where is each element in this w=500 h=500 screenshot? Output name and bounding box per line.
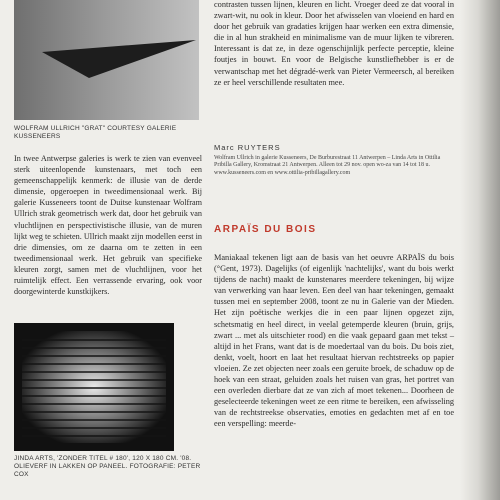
artwork-photo-grat: [14, 0, 199, 120]
left-column-text: In twee Antwerpse galeries is werk te zien van evenveel sterk uiteenlopende kunstenaars, met toch een gemeenschappelijk kenmerk: de illusie van de derde dimensie, opgeroepen in tweedimensionaal werk. Bij galerie Kusseneers toont de Duitse kunstenaar Wolfram Ullrich strak geometrisch werk dat, door het gebruik van vluchtlijnen en perspectivistische illusie, van de muren lijkt weg te schieten. Ullrich maakt zijn modellen eerst in drie dimensies, om ze daarna om te zetten in een tweedimensionaal werk. Het gebruik van specifieke kleuren zorgt, samen met de vluchtlijnen, voor het ruimtelijk effect. Een verrassende ervaring, ook voor doorgewinterde kunstkijkers.: [14, 154, 202, 297]
photo-caption-bottom: JINDA ARTS, 'ZONDER TITEL # 180', 120 X 180 CM. '08. OLIEVERF IN LAKKEN OP PANEEL. FOTOGRAFIE: PETER COX: [14, 455, 201, 478]
right-column-text-top: contrasten tussen lijnen, kleuren en licht. Vroeger deed ze dat vooral in zwart-wit, nu ook in kleur. Door het afwisselen van vloeiend en hard en door het gebruik van gradaties krijgen haar werken een extra dimensie, die in al hun strakheid en minimalisme van de muur lijken te vibreren. Interessant is dat ze, in deze ogenschijnlijk perfecte perceptie, kleine foutjes in bouwt. En voor de Belgische kunstliefhebber is er de verwantschap met het dégradé-werk van Pieter Vermeersch, al bereiken ze er heel verschillende resultaten mee.: [214, 0, 454, 87]
photo-caption-top: WOLFRAM ULLRICH "GRAT" COURTESY GALERIE KUSSENEERS: [14, 125, 177, 140]
section-body-text: Maniakaal tekenen ligt aan de basis van het oeuvre ARPAÏS du bois (°Gent, 1973). Dagelijks (of eigenlijk 'nachtelijks', want du bois werkt tijdens de nacht) maakt de kunstenares meerdere tekeningen, bij wijze van verwerking van haar leven. Een deel van haar tekeningen, gemaakt tussen mei en september 2008, toont ze nu in Galerie van der Mieden. Het zijn poëtische werkjes die in een paar lijnen opgezet zijn, schetsmatig en heel direct, in veelal getemperde kleuren (bruin, grijs, zwart ... met als uitschieter rood) en die vaak gepaard gaan met tekst – altijd in het Frans, want dat is de moedertaal van du bois. Du bois ziet, denkt, voelt, hoort en laat het resultaat hiervan rechtstreeks op papier vloeien. Ze zet objecten neer zoals een geruite broek, de schaduw op de hoek van een straat, geluiden zoals het ruisen van gras, het portret van een overleden dierbare dat ze van zich af moet tekenen... Doorheen de geselecteerde tekeningen weet ze een ritme te bereiken, een afwisseling van de rechtstreekse observaties, emoties en gedachten met af en toe een verspelling: meerde-: [214, 253, 454, 429]
page-binding-shadow: [460, 0, 500, 500]
exhibition-info: Wolfram Ullrich in galerie Kusseneers, De Burburestraat 11 Antwerpen – Linda Arts in Ottilia Pribilla Gallery, Kromstraat 21 Antwerpen. Alleen tot 29 nov. open wo-za van 14 tot 18 u. www.kusseneers.com en www.ottilia-pribillagallery.com: [214, 155, 441, 176]
artwork-photo-zonder-titel: [14, 323, 174, 451]
section-heading: ARPAÏS DU BOIS: [214, 224, 317, 235]
author-name: Marc RUYTERS: [214, 143, 281, 152]
